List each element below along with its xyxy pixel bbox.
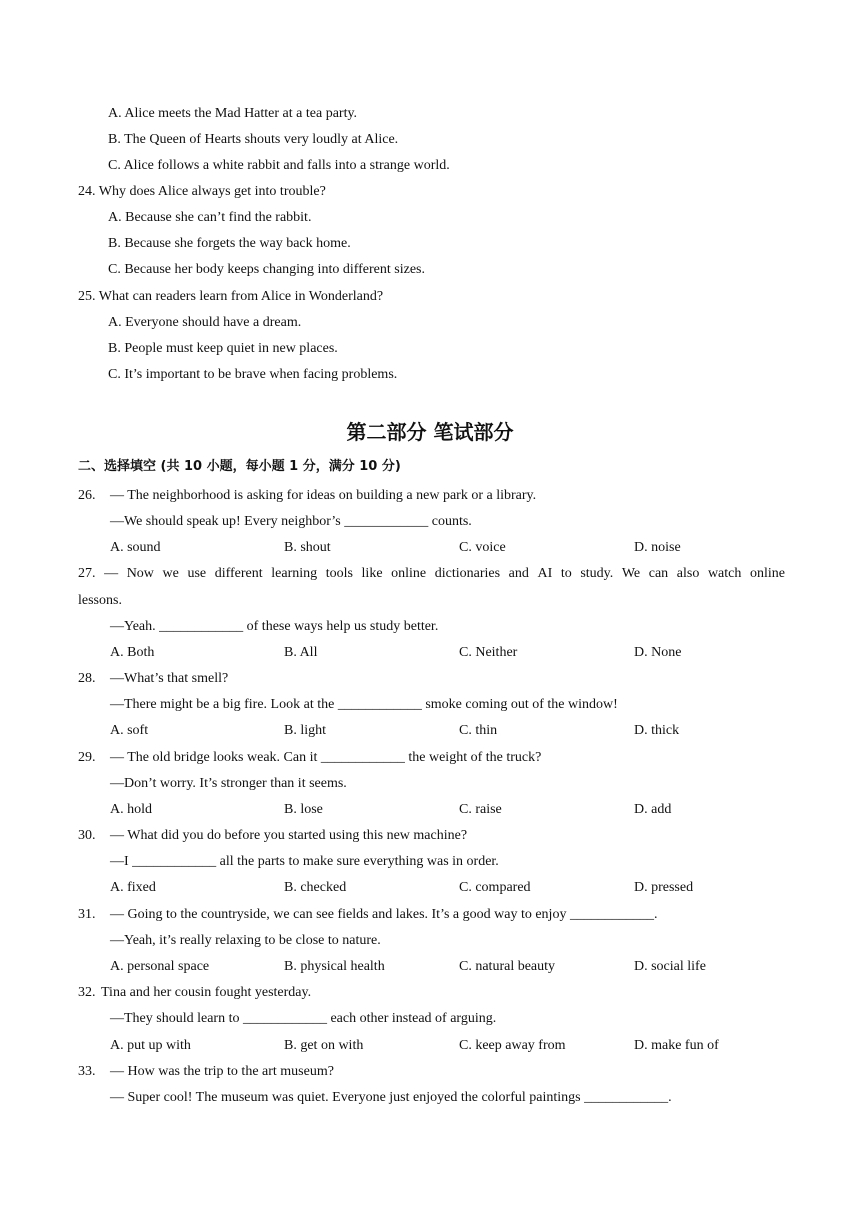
q27-word: also [676, 566, 700, 581]
q27-option-c: C. Neither [459, 645, 518, 660]
q28-line2: —There might be a big fire. Look at the ____________ smoke coming out of the window! [110, 697, 618, 712]
q28-number: 28. [78, 671, 96, 686]
q24-stem: 24. Why does Alice always get into trouble? [78, 184, 326, 199]
q32-line2: —They should learn to ____________ each other instead of arguing. [110, 1011, 497, 1026]
q27-option-d: D. None [634, 645, 682, 660]
q26-option-b: B. shout [284, 540, 331, 555]
q27-word: different [214, 566, 263, 581]
q27-word: to [560, 566, 572, 581]
q31-option-d: D. social life [634, 959, 706, 974]
q29-number: 29. [78, 750, 96, 765]
q32-line1: Tina and her cousin fought yesterday. [101, 985, 312, 1000]
q28-option-d: D. thick [634, 723, 680, 738]
q27-word: AI [537, 566, 553, 581]
q31-line1: — Going to the countryside, we can see fields and lakes. It’s a good way to enjoy ____________. [110, 907, 658, 922]
q31-option-b: B. physical health [284, 959, 385, 974]
q27-line1-cont: lessons. [78, 593, 122, 608]
q27-option-b: B. All [284, 645, 318, 660]
q27-option-a: A. Both [110, 645, 155, 660]
part2-title: 第二部分 笔试部分 [346, 420, 514, 444]
q27-word: can [648, 566, 669, 581]
q23-option-a: A. Alice meets the Mad Hatter at a tea party. [108, 106, 358, 121]
q31-option-c: C. natural beauty [459, 959, 556, 974]
q24-option-c: C. Because her body keeps changing into different sizes. [108, 262, 425, 277]
q24-option-a: A. Because she can’t find the rabbit. [108, 210, 312, 225]
q28-option-a: A. soft [110, 723, 149, 738]
q27-word: learning [271, 566, 318, 581]
q25-option-c: C. It’s important to be brave when facing problems. [108, 367, 398, 382]
q27-word: like [361, 566, 383, 581]
q31-number: 31. [78, 907, 96, 922]
q27-word: online [749, 566, 785, 581]
q29-line2: —Don’t worry. It’s stronger than it seems. [110, 776, 347, 791]
q26-option-a: A. sound [110, 540, 161, 555]
q27-word: we [162, 566, 179, 581]
q33-line2: — Super cool! The museum was quiet. Everyone just enjoyed the colorful paintings ____________. [110, 1090, 672, 1105]
q27-word: watch [707, 566, 742, 581]
q31-option-a: A. personal space [110, 959, 210, 974]
q27-word: online [391, 566, 427, 581]
q27-word: — [104, 566, 119, 581]
q27-word: Now [126, 566, 154, 581]
q30-line1: — What did you do before you started using this new machine? [110, 828, 468, 843]
q25-option-a: A. Everyone should have a dream. [108, 315, 302, 330]
q25-option-b: B. People must keep quiet in new places. [108, 341, 338, 356]
q32-number: 32. [78, 985, 96, 1000]
q27-word: study. [580, 566, 614, 581]
q26-option-d: D. noise [634, 540, 681, 555]
q26-number: 26. [78, 488, 96, 503]
q23-option-c: C. Alice follows a white rabbit and falls into a strange world. [108, 158, 450, 173]
q30-number: 30. [78, 828, 96, 843]
q26-line1: — The neighborhood is asking for ideas on building a new park or a library. [110, 488, 537, 503]
q30-option-b: B. checked [284, 880, 347, 895]
q26-line2: —We should speak up! Every neighbor’s ____________ counts. [110, 514, 472, 529]
q32-option-c: C. keep away from [459, 1038, 566, 1053]
q25-stem: 25. What can readers learn from Alice in Wonderland? [78, 289, 384, 304]
q32-option-b: B. get on with [284, 1038, 364, 1053]
q23-option-b: B. The Queen of Hearts shouts very loudly at Alice. [108, 132, 399, 147]
q29-line1: — The old bridge looks weak. Can it ____________ the weight of the truck? [110, 750, 542, 765]
q33-line1: — How was the trip to the art museum? [110, 1064, 334, 1079]
q30-option-c: C. compared [459, 880, 531, 895]
q24-option-b: B. Because she forgets the way back home. [108, 236, 351, 251]
q31-line2: —Yeah, it’s really relaxing to be close to nature. [110, 933, 381, 948]
q27-word: dictionaries [434, 566, 501, 581]
q27-word: tools [325, 566, 353, 581]
q29-option-b: B. lose [284, 802, 323, 817]
q27-number: 27. [78, 566, 96, 581]
q28-line1: —What’s that smell? [110, 671, 229, 686]
q32-option-a: A. put up with [110, 1038, 191, 1053]
section-heading: 二、选择填空 (共 10 小题，每小题 1 分，满分 10 分) [78, 459, 401, 474]
q30-option-a: A. fixed [110, 880, 156, 895]
q27-word: and [508, 566, 529, 581]
q27-line1 [78, 565, 785, 583]
q29-option-d: D. add [634, 802, 672, 817]
q32-option-d: D. make fun of [634, 1038, 719, 1053]
q27-word: use [187, 566, 207, 581]
q30-option-d: D. pressed [634, 880, 694, 895]
q27-line2: —Yeah. ____________ of these ways help us study better. [110, 619, 439, 634]
q26-option-c: C. voice [459, 540, 506, 555]
q29-option-c: C. raise [459, 802, 502, 817]
q28-option-c: C. thin [459, 723, 498, 738]
q27-word: We [621, 566, 641, 581]
q28-option-b: B. light [284, 723, 327, 738]
q33-number: 33. [78, 1064, 96, 1079]
q29-option-a: A. hold [110, 802, 152, 817]
q30-line2: —I ____________ all the parts to make sure everything was in order. [110, 854, 499, 869]
